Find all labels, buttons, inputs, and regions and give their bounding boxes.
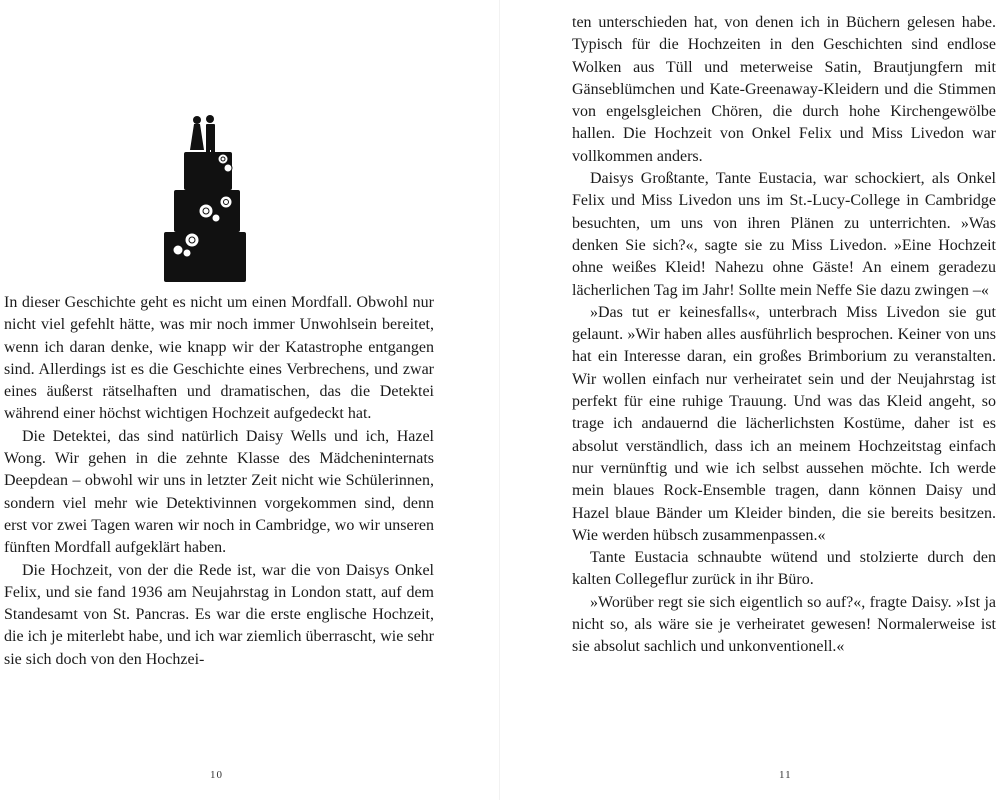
page-number: 11	[779, 769, 792, 781]
paragraph: »Worüber regt sie sich eigentlich so auf?«, fragte Daisy. »Ist ja nicht so, als wäre sie je verheiratet gewesen! Normalerweise ist sie absolut sachlich und unkonventionell.«	[572, 593, 996, 656]
left-body-text	[4, 292, 434, 671]
paragraph: Tante Eustacia schnaubte wütend und stolzierte durch den kalten Collegeflur zurück in ihr Büro.	[572, 549, 996, 589]
paragraph: In dieser Geschichte geht es nicht um einen Mordfall. Obwohl nur nicht viel gefehlt hätte, was mir noch immer Unwohlsein bereitet, wenn ich daran denke, wie knapp wir der Katastrophe entgangen sind. Allerdings ist es die Geschichte eines Verbrechens, und zwar eines äußerst rätselhaften und dramatischen, das die Detektei während einer höchst wichtigen Hochzeit aufgedeckt hat.	[4, 294, 434, 423]
right-body-text	[572, 12, 996, 659]
wedding-cake-silhouette-icon	[160, 112, 246, 284]
page-number: 10	[210, 769, 223, 781]
right-page	[500, 0, 1000, 800]
paragraph: ten unterschieden hat, von denen ich in Büchern gelesen habe. Typisch für die Hochzeiten in den Geschichten sind endlose Wolken aus Tüll und meterweise Satin, Brautjungfern mit Gänseblümchen und Kate-Greenaway-Kleidern und die Stimmen von engelsgleichen Chören, die durch hohe Kirchengewölbe hallen. Die Hochzeit von Onkel Felix und Miss Livedon war vollkommen anders.	[572, 14, 996, 165]
paragraph: Die Hochzeit, von der die Rede ist, war die von Daisys Onkel Felix, und sie fand 1936 am Neujahrstag in London statt, auf dem Standesamt von St. Pancras. Es war die erste englische Hochzeit, die ich je miterlebt habe, und ich war ziemlich überrascht, wie sehr sie sich doch von den Hochzei-	[4, 561, 434, 668]
paragraph: Daisys Großtante, Tante Eustacia, war schockiert, als Onkel Felix und Miss Livedon uns im St.-Lucy-College in Cambridge besuchten, um uns von ihren Plänen zu unterrichten. »Was denken Sie sich?«, sagte sie zu Miss Livedon. »Eine Hochzeit ohne weißes Kleid! Nahezu ohne Gäste! An einem geradezu lächerlichen Tag im Jahr! Sollte mein Neffe Sie dazu zwingen –«	[572, 170, 996, 299]
paragraph: Die Detektei, das sind natürlich Daisy Wells und ich, Hazel Wong. Wir gehen in die zehnte Klasse des Mädcheninternats Deepdean – obwohl wir uns in letzter Zeit nicht wie Schülerinnen, sondern viel mehr wie Detektivinnen vorgekommen sind, denn erst vor zwei Tagen waren wir noch in Cambridge, wo wir unseren fünften Mordfall aufgeklärt haben.	[4, 427, 434, 557]
paragraph: »Das tut er keinesfalls«, unterbrach Miss Livedon sie gut gelaunt. »Wir haben alles ausführlich besprochen. Keiner von uns hat ein Interesse daran, ein großes Brimborium zu veranstalten. Wir wollen einfach nur verheiratet sein und der Neujahrstag ist perfekt für eine ruhige Trauung. Und was das Kleid angeht, so trage ich andauernd die lächerlichsten Kostüme, daher ist es absolut verständlich, dass ich an meinem Hochzeitstag einfach nur vernünftig und wie ich selbst aussehen möchte. Ich werde mein blaues Rock-Ensemble tragen, dann können Daisy und Hazel blaue Bänder um Kleider binden, die sie bereits besitzen. Wie werden hübsch zusammenpassen.«	[572, 303, 996, 544]
